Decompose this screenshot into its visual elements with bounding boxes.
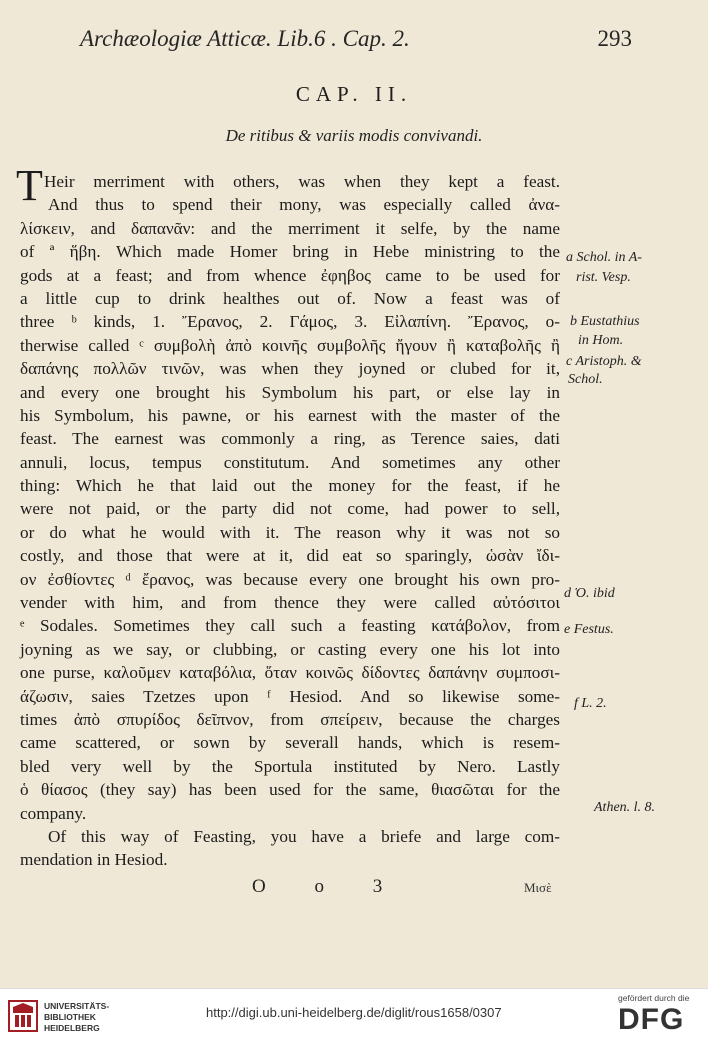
text-line: or do what he would with it. The reason why it was not so — [20, 522, 560, 542]
margin-note: c Aristoph. & — [566, 354, 642, 369]
signature-mark: O o 3 — [252, 876, 405, 897]
margin-note: e Festus. — [564, 622, 614, 637]
margin-note: f L. 2. — [574, 696, 607, 711]
text-line: bled very well by the Sportula instituted by Nero. Lastly — [20, 756, 560, 776]
margin-note: in Hom. — [578, 333, 624, 348]
running-title: Archæologiæ Atticæ. Lib.6 . Cap. 2. — [80, 26, 410, 51]
text-line: were not paid, or the party did not come, had power to sell, — [20, 499, 560, 519]
text-line: three ᵇ kinds, 1. Ἔρανος, 2. Γάμος, 3. Εἰλαπίνη. Ἔρανος, o- — [20, 312, 560, 332]
chapter-heading: CAP. II. — [295, 82, 413, 106]
text-line: his Symbolum, his pawne, or his earnest with the master of the — [20, 405, 560, 425]
page-header — [80, 26, 680, 56]
margin-note: Schol. — [568, 372, 603, 387]
university-seal-icon — [8, 999, 38, 1033]
text-line: ὁ θίασος (they say) has been used for the same, θιασῶται for the — [20, 780, 560, 800]
catchword: Μισὲ — [524, 880, 552, 895]
text-line: vender with him, and from thence they were called αὐτόσιτοι — [20, 593, 560, 613]
text-line: thing: Which he that laid out the money for the feast, if he — [20, 476, 560, 496]
margin-note: b Eustathius — [570, 314, 640, 329]
drop-cap: T — [16, 161, 43, 210]
text-line: a little cup to drink healthes out of. Now a feast was of — [20, 288, 560, 308]
text-line: joyning as we say, or clubbing, or casting every one his lot into — [20, 639, 560, 659]
text-line: and every one brought his Symbolum his part, or else lay in — [20, 382, 560, 402]
margin-note: rist. Vesp. — [576, 270, 631, 285]
text-line: άζωσιν, saies Tzetzes upon ᶠ Hesiod. And so likewise some- — [20, 686, 560, 706]
text-line: times ἀπὸ σπυρίδος δεῖπνον, from σπείρειν, because the charges — [20, 709, 560, 729]
text-line: Of this way of Feasting, you have a briefe and large com- — [48, 826, 560, 846]
viewer-footer — [0, 988, 708, 1043]
text-line: λίσκειν, and δαπανᾶν: and the merriment it selfe, by the name — [20, 218, 560, 238]
signature-line — [0, 876, 708, 900]
text-line: came scattered, or sown by severall hands, which is resem- — [20, 733, 560, 753]
text-line: ον ἐσθίοντες ᵈ ἔρανος, was because every one brought his own pro- — [20, 569, 560, 589]
text-line: ᵉ Sodales. Sometimes they call such a feasting κατάβολον, from — [20, 616, 560, 636]
text-line: costly, and those that were at it, did eat so sparingly, ὡσὰν ἴδι- — [20, 546, 560, 566]
permalink-url[interactable]: http://digi.ub.uni-heidelberg.de/diglit/rous1658/0307 — [206, 1005, 502, 1020]
sponsor-label: gefördert durch die — [618, 993, 690, 1003]
text-line: And thus to spend their mony, was especially called ἀνα- — [48, 195, 560, 215]
text-line: feast. The earnest was commonly a ring, as Terence saies, dati — [20, 429, 560, 449]
margin-note: d Ὁ. ibid — [564, 586, 615, 601]
body-text — [16, 161, 560, 872]
text-line: therwise called ᶜ συμβολὴ ἀπὸ κοινῆς συμβολῆς ἤγουν ἢ καταβολῆς ἢ — [20, 335, 560, 355]
margin-note: a Schol. in A- — [566, 250, 642, 265]
margin-note: Athen. l. 8. — [594, 800, 656, 815]
chapter-subtitle: De ritibus & variis modis convivandi. — [225, 126, 483, 145]
dfg-logo: DFG — [618, 1003, 685, 1036]
text-line: gods at a feast; and from whence ἐφηβος came to be used for — [20, 265, 560, 285]
text-line: of ª ἥβη. Which made Homer bring in Hebe ministring to the — [20, 242, 560, 262]
text-line: company. — [20, 803, 87, 823]
text-line: annuli, locus, tempus constitutum. And sometimes any other — [20, 452, 560, 472]
university-library-name: UNIVERSITÄTS- BIBLIOTHEK HEIDELBERG — [44, 1001, 110, 1033]
page-number: 293 — [597, 26, 632, 51]
text-line: δαπάνης πολλῶν τινῶν, was when they joyned or clubed for it, — [20, 359, 560, 379]
text-line: mendation in Hesiod. — [20, 850, 168, 870]
text-line: one purse, καλοῦμεν καταβόλια, ὅταν κοινῶς δίδοντες δαπάνην συμποσι- — [20, 663, 560, 683]
text-line: T Heir merriment with others, was when they kept a feast. — [16, 161, 560, 210]
